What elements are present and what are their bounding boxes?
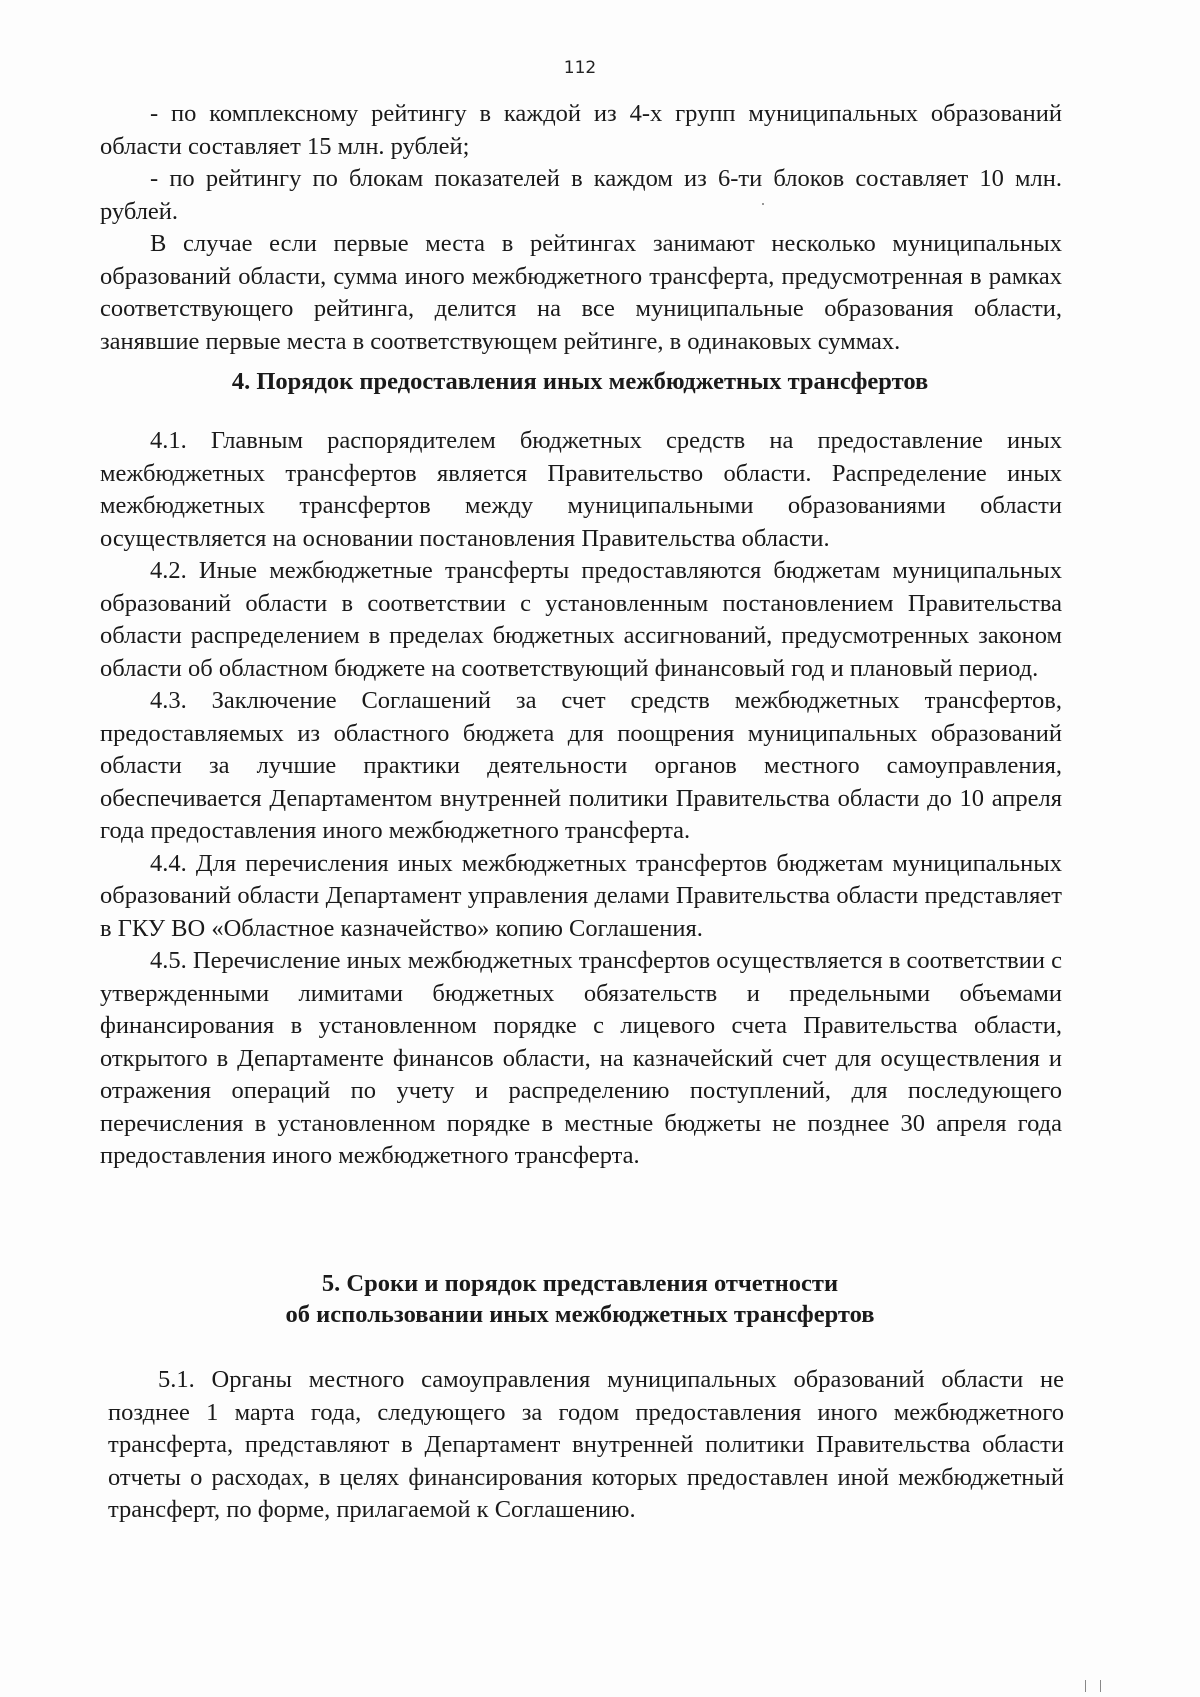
scan-edge-mark — [1085, 1680, 1101, 1692]
section-4-heading — [100, 366, 1060, 397]
section-5-title-line-2: об использовании иных межбюджетных трансфертов — [285, 1301, 875, 1328]
section-5-body — [108, 1364, 1064, 1527]
section-4-body — [100, 425, 1062, 1173]
paragraph-4-2: 4.2. Иные межбюджетные трансферты предоставляются бюджетам муниципальных образований области в соответствии с установленным постановлением Правительства области распределением в пределах бюджетных ассигнований, предусмотренных законом области об областном бюджете на соответствующий финансовый год и плановый период. — [100, 557, 1062, 682]
intro-block — [100, 98, 1062, 358]
section-4-title: 4. Порядок предоставления иных межбюджетных трансфертов — [231, 368, 929, 395]
page-number: 112 — [563, 58, 597, 78]
paragraph-4-3: 4.3. Заключение Соглашений за счет средств межбюджетных трансфертов, предоставляемых из областного бюджета для поощрения муниципальных образований области за лучшие практики деятельности органов местного самоуправления, обеспечивается Департаментом внутренней политики Правительства области до 10 апреля года предоставления иного межбюджетного трансферта. — [100, 687, 1062, 844]
intro-paragraph-2: - по рейтингу по блокам показателей в каждом из 6-ти блоков составляет 10 млн. рублей. — [100, 165, 1062, 225]
section-5-title-line-1: 5. Сроки и порядок представления отчетности — [321, 1270, 839, 1297]
paragraph-4-4: 4.4. Для перечисления иных межбюджетных трансфертов бюджетам муниципальных образований области Департамент управления делами Правительства области представляет в ГКУ ВО «Областное казначейство» копию Соглашения. — [100, 849, 1062, 942]
intro-paragraph-1: - по комплексному рейтингу в каждой из 4-х групп муниципальных образований области составляет 15 млн. рублей; — [100, 100, 1062, 160]
intro-paragraph-3: В случае если первые места в рейтингах занимают несколько муниципальных образований области, сумма иного межбюджетного трансферта, предусмотренная в рамках соответствующего рейтинга, делится на все муниципальные образования области, занявшие первые места в соответствующем рейтинге, в одинаковых суммах. — [100, 230, 1062, 355]
section-5-heading — [100, 1268, 1060, 1330]
paragraph-4-5: 4.5. Перечисление иных межбюджетных трансфертов осуществляется в соответствии с утвержденными лимитами бюджетных обязательств и предельными объемами финансирования в установленном порядке с лицевого счета Правительства области, открытого в Департаменте финансов области, на казначейский счет для осуществления и отражения операций по учету и распределению поступлений, для последующего перечисления в установленном порядке в местные бюджеты не позднее 30 апреля года предоставления иного межбюджетного трансферта. — [100, 947, 1062, 1169]
paragraph-5-1: 5.1. Органы местного самоуправления муниципальных образований области не позднее 1 марта года, следующего за годом предоставления иного межбюджетного трансферта, представляют в Департамент внутренней политики Правительства области отчеты о расходах, в целях финансирования которых предоставлен иной межбюджетный трансферт, по форме, прилагаемой к Соглашению. — [108, 1366, 1064, 1523]
paragraph-4-1: 4.1. Главным распорядителем бюджетных средств на предоставление иных межбюджетных трансфертов является Правительство области. Распределение иных межбюджетных трансфертов между муниципальными образованиями области осуществляется на основании постановления Правительства области. — [100, 427, 1062, 552]
